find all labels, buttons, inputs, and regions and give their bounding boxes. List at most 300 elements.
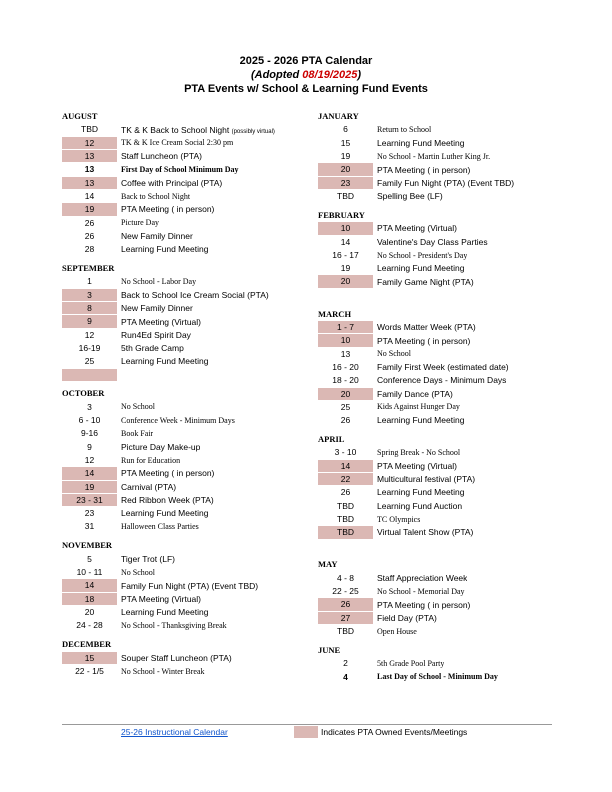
- event-title: [373, 474, 475, 484]
- event-title: [373, 263, 464, 273]
- event-title: [373, 613, 437, 623]
- event-title: [117, 356, 208, 366]
- event-title-text: Learning Fund Meeting: [377, 263, 465, 274]
- event-title: [373, 138, 464, 148]
- event-title-text: No School: [121, 402, 155, 412]
- event-date: 3: [62, 289, 117, 301]
- event-date: 14: [62, 467, 117, 479]
- event-row: [62, 579, 310, 592]
- event-title: [117, 231, 193, 241]
- event-row: [318, 670, 554, 683]
- event-date: 20: [318, 388, 373, 400]
- event-title-text: No School: [377, 349, 411, 359]
- event-title: [117, 138, 233, 147]
- event-row: [318, 598, 554, 611]
- event-date: 13: [62, 150, 117, 162]
- event-row: [62, 176, 310, 189]
- event-title-text: No School - President's Day: [377, 250, 468, 260]
- event-title: [373, 600, 470, 610]
- event-date: 25: [84, 356, 95, 367]
- event-row: [62, 467, 310, 480]
- month-section-august: [62, 110, 310, 256]
- event-row: [318, 539, 554, 552]
- event-title: [117, 151, 202, 161]
- event-date: [318, 539, 373, 551]
- event-title: [373, 362, 509, 372]
- event-title: [373, 587, 465, 596]
- event-row: [62, 507, 310, 520]
- event-date: 18: [62, 593, 117, 605]
- event-title-text: Learning Fund Meeting: [121, 607, 209, 618]
- event-title-text: Staff Luncheon (PTA): [121, 151, 202, 162]
- event-title-text: Return to School: [377, 125, 432, 135]
- event-title-text: Open House: [377, 626, 417, 636]
- event-title-text: Learning Fund Meeting: [121, 356, 209, 367]
- event-row: [318, 123, 554, 136]
- event-title-text: Spring Break - No School: [377, 448, 461, 458]
- event-row: [318, 235, 554, 248]
- event-row: [62, 480, 310, 493]
- event-row: [62, 315, 310, 328]
- event-row: [62, 427, 310, 440]
- event-title: [373, 191, 443, 201]
- event-date: 3: [87, 401, 92, 412]
- event-title-text: PTA Meeting (Virtual): [121, 593, 201, 604]
- event-row: [318, 150, 554, 163]
- event-date: 14: [340, 236, 351, 247]
- event-date: 23: [84, 508, 95, 519]
- event-title: [117, 204, 214, 214]
- event-title-text: Carnival (PTA): [121, 481, 177, 492]
- event-title-text: 5th Grade Pool Party: [377, 658, 445, 668]
- event-title: [117, 125, 275, 135]
- event-title-text: Family Game Night (PTA): [377, 276, 474, 287]
- event-date: 16-19: [78, 342, 101, 353]
- event-title-text: PTA Meeting ( in person): [377, 164, 471, 175]
- month-heading: FEBRUARY: [318, 209, 365, 220]
- event-row: [318, 446, 554, 459]
- event-title-text: Conference Days - Minimum Days: [377, 375, 507, 386]
- event-date: 12: [84, 454, 95, 465]
- event-title: [117, 621, 227, 630]
- event-date: [62, 369, 117, 381]
- pta-legend-swatch: [294, 726, 318, 738]
- event-row: [318, 414, 554, 427]
- adopted-line: [0, 69, 612, 81]
- event-date: TBD: [81, 124, 98, 135]
- event-title-text: PTA Meeting (Virtual): [121, 316, 201, 327]
- event-title-text: Kids Against Hunger Day: [377, 402, 460, 412]
- event-date: 3 - 10: [334, 447, 357, 458]
- event-row: [62, 203, 310, 216]
- event-title: [373, 573, 467, 583]
- event-row: [62, 552, 310, 565]
- event-row: [62, 440, 310, 453]
- event-date: 10: [318, 222, 373, 234]
- event-date: 19: [340, 151, 351, 162]
- event-row: [318, 176, 554, 189]
- event-date: 26: [318, 598, 373, 610]
- event-date: 26: [84, 217, 95, 228]
- event-date: 22 - 25: [332, 586, 359, 597]
- event-title: [117, 178, 222, 188]
- event-row: [318, 136, 554, 149]
- event-date: 20: [318, 275, 373, 287]
- event-date: 13: [62, 177, 117, 189]
- event-title: [117, 277, 196, 286]
- event-row: [62, 216, 310, 229]
- event-date: 12: [84, 329, 95, 340]
- month-section-september: [62, 262, 310, 381]
- month-section-may: [318, 558, 554, 637]
- event-date: TBD: [318, 526, 373, 538]
- event-date: 12: [62, 137, 117, 149]
- event-title-text: Staff Appreciation Week: [377, 572, 468, 583]
- event-row: [62, 566, 310, 579]
- event-title: [373, 277, 474, 287]
- event-row: [318, 526, 554, 539]
- event-title: [117, 290, 269, 300]
- event-row: [62, 163, 310, 176]
- event-row: [318, 248, 554, 261]
- event-row: [318, 334, 554, 347]
- event-row: [62, 414, 310, 427]
- event-row: [318, 222, 554, 235]
- event-date: 6 - 10: [78, 415, 101, 426]
- event-title-text: Learning Fund Meeting: [121, 244, 209, 255]
- event-title: [373, 237, 488, 247]
- event-title-text: Multicultural festival (PTA): [377, 474, 476, 485]
- event-title: [373, 402, 460, 411]
- event-title: [117, 594, 201, 604]
- event-row: [318, 625, 554, 638]
- month-section-november: [62, 539, 310, 632]
- event-date: 9-16: [80, 428, 98, 439]
- event-title: [117, 508, 208, 518]
- event-row: [318, 163, 554, 176]
- event-title: [373, 322, 476, 332]
- event-title-text: PTA Meeting ( in person): [121, 468, 215, 479]
- event-title-text: TK & K Ice Cream Social 2:30 pm: [121, 138, 234, 148]
- event-title: [373, 487, 464, 497]
- month-heading: MARCH: [318, 308, 352, 319]
- event-title: [373, 659, 444, 668]
- event-title: [117, 343, 184, 353]
- event-title: [117, 416, 235, 425]
- event-title-text: Back to School Night: [121, 191, 191, 201]
- event-date: 19: [62, 203, 117, 215]
- month-section-april: [318, 433, 554, 552]
- event-row: [62, 150, 310, 163]
- event-title: [373, 152, 490, 161]
- month-section-june: [318, 644, 554, 684]
- page-title: 2025 - 2026 PTA Calendar: [239, 55, 373, 67]
- event-title: [373, 501, 462, 511]
- month-section-february: [318, 209, 554, 302]
- event-title: [373, 527, 473, 537]
- event-date: 20: [318, 163, 373, 175]
- event-title-text: Learning Fund Meeting: [377, 487, 465, 498]
- event-date: 23 - 31: [62, 494, 117, 506]
- event-date: 14: [318, 460, 373, 472]
- event-row: [318, 512, 554, 525]
- event-date: 22 - 1/5: [75, 665, 104, 676]
- event-title-text: No School - Thanksgiving Break: [121, 620, 227, 630]
- event-date: 4: [343, 671, 348, 682]
- month-section-october: [62, 387, 310, 533]
- event-title-text: Spelling Bee (LF): [377, 191, 443, 202]
- event-date: 5: [87, 553, 92, 564]
- pta-legend-text: Indicates PTA Owned Events/Meetings: [321, 727, 468, 737]
- event-title-text: Last Day of School - Minimum Day: [377, 672, 498, 682]
- event-title: [373, 461, 457, 471]
- event-row: [318, 400, 554, 413]
- event-row: [62, 136, 310, 149]
- event-title: [373, 223, 457, 233]
- event-date: 22: [318, 473, 373, 485]
- event-date: 16 - 20: [332, 361, 359, 372]
- event-title: [117, 468, 214, 478]
- event-date: 20: [84, 606, 95, 617]
- event-date: TBD: [337, 500, 354, 511]
- month-heading: OCTOBER: [62, 388, 105, 399]
- event-row: [62, 664, 310, 677]
- event-date: 14: [84, 190, 95, 201]
- event-title-text: Red Ribbon Week (PTA): [121, 495, 214, 506]
- event-title-text: Learning Fund Auction: [377, 500, 463, 511]
- event-title-text: No School - Memorial Day: [377, 586, 465, 596]
- event-row: [62, 592, 310, 605]
- event-row: [318, 657, 554, 670]
- event-title-text: PTA Meeting (Virtual): [377, 223, 457, 234]
- event-title: [117, 456, 180, 465]
- event-title: [373, 349, 411, 358]
- event-date: 14: [62, 579, 117, 591]
- instructional-calendar-link[interactable]: 25-26 Instructional Calendar: [121, 727, 228, 737]
- event-title: [117, 607, 208, 617]
- event-title: [117, 303, 193, 313]
- event-title: [117, 192, 190, 201]
- event-row: [62, 275, 310, 288]
- event-row: [62, 368, 310, 381]
- event-title-text: Tiger Trot (LF): [121, 553, 175, 564]
- event-date: 15: [62, 652, 117, 664]
- event-row: [318, 321, 554, 334]
- event-row: [318, 374, 554, 387]
- event-row: [62, 288, 310, 301]
- event-date: 1 - 7: [318, 321, 373, 333]
- event-date: TBD: [337, 190, 354, 201]
- event-title-text: New Family Dinner: [121, 231, 193, 242]
- event-row: [62, 619, 310, 632]
- month-heading: APRIL: [318, 433, 345, 444]
- event-title-text: PTA Meeting ( in person): [377, 335, 471, 346]
- event-row: [62, 651, 310, 664]
- event-title: [117, 317, 201, 327]
- event-title-text: PTA Meeting ( in person): [121, 204, 215, 215]
- month-heading: SEPTEMBER: [62, 262, 115, 273]
- event-title: [117, 482, 176, 492]
- event-date: 13: [84, 164, 95, 175]
- event-note: (possibly virtual): [231, 128, 275, 135]
- event-date: 9: [87, 441, 92, 452]
- month-heading: JUNE: [318, 644, 341, 655]
- event-row: [318, 347, 554, 360]
- event-title: [117, 244, 208, 254]
- event-title: [373, 251, 467, 260]
- event-row: [318, 611, 554, 624]
- event-title: [373, 375, 506, 385]
- event-title-text: Words Matter Week (PTA): [377, 322, 476, 333]
- event-date: 6: [343, 124, 348, 135]
- footer-divider: [62, 724, 552, 725]
- event-row: [62, 243, 310, 256]
- event-date: 8: [62, 302, 117, 314]
- event-title: [117, 581, 258, 591]
- event-date: 18 - 20: [332, 375, 359, 386]
- event-date: TBD: [337, 625, 354, 636]
- event-date: 1: [87, 276, 92, 287]
- page-subtitle: PTA Events w/ School & Learning Fund Events: [184, 83, 428, 95]
- event-title-text: Back to School Ice Cream Social (PTA): [121, 289, 269, 300]
- event-row: [318, 473, 554, 486]
- event-title-text: Halloween Class Parties: [121, 522, 199, 532]
- event-row: [318, 585, 554, 598]
- event-title: [373, 672, 498, 681]
- event-row: [318, 499, 554, 512]
- event-title: [373, 448, 460, 457]
- event-title-text: PTA Meeting ( in person): [377, 599, 471, 610]
- event-title: [117, 442, 200, 452]
- right-column: [318, 107, 554, 683]
- event-title-text: Picture Day: [121, 218, 159, 228]
- event-title-text: First Day of School Minimum Day: [121, 165, 239, 175]
- event-row: [62, 493, 310, 506]
- event-title: [117, 667, 205, 676]
- adopted-suffix: ): [357, 69, 362, 81]
- event-title: [373, 165, 470, 175]
- event-title-text: Conference Week - Minimum Days: [121, 415, 235, 425]
- event-row: [318, 288, 554, 301]
- event-title: [117, 653, 232, 663]
- event-title-text: Run for Education: [121, 455, 181, 465]
- event-title-text: No School - Labor Day: [121, 277, 197, 287]
- month-section-january: [318, 110, 554, 203]
- month-section-december: [62, 638, 310, 678]
- event-title-text: No School - Winter Break: [121, 666, 205, 676]
- event-row: [62, 454, 310, 467]
- event-date: 15: [340, 137, 351, 148]
- event-date: 19: [62, 481, 117, 493]
- event-row: [318, 360, 554, 373]
- event-title-text: Learning Fund Meeting: [377, 415, 465, 426]
- adopted-date: 08/19/2025: [302, 69, 358, 81]
- event-title-text: Learning Fund Meeting: [121, 508, 209, 519]
- event-title: [373, 627, 417, 636]
- event-title-text: Virtual Talent Show (PTA): [377, 527, 474, 538]
- event-date: 31: [84, 521, 95, 532]
- event-date: 9: [62, 315, 117, 327]
- event-date: 27: [318, 612, 373, 624]
- event-row: [318, 275, 554, 288]
- event-title-text: Family First Week (estimated date): [377, 362, 509, 373]
- event-row: [318, 459, 554, 472]
- event-title-text: Valentine's Day Class Parties: [377, 236, 488, 247]
- event-row: [62, 302, 310, 315]
- event-title-text: Coffee with Principal (PTA): [121, 177, 223, 188]
- event-row: [62, 123, 310, 136]
- event-date: 28: [84, 244, 95, 255]
- month-heading: NOVEMBER: [62, 540, 113, 551]
- event-title: [117, 522, 199, 531]
- event-row: [62, 328, 310, 341]
- event-title: [117, 429, 153, 438]
- event-title: [117, 402, 155, 411]
- event-row: [62, 400, 310, 413]
- event-date: 25: [340, 401, 351, 412]
- event-row: [318, 262, 554, 275]
- month-heading: MAY: [318, 559, 338, 570]
- event-row: [62, 229, 310, 242]
- event-title: [117, 330, 191, 340]
- event-date: 19: [340, 263, 351, 274]
- event-row: [318, 486, 554, 499]
- event-date: 23: [318, 177, 373, 189]
- event-row: [318, 571, 554, 584]
- event-title: [117, 218, 159, 227]
- event-row: [62, 189, 310, 202]
- event-date: 2: [343, 658, 348, 669]
- event-title-text: PTA Meeting (Virtual): [377, 460, 457, 471]
- event-title-text: Field Day (PTA): [377, 612, 437, 623]
- event-date: TBD: [337, 513, 354, 524]
- event-row: [62, 355, 310, 368]
- adopted-prefix: (Adopted: [250, 69, 303, 81]
- event-title: [373, 125, 431, 134]
- event-title-text: TC Olympics: [377, 514, 421, 524]
- event-title: [373, 415, 464, 425]
- event-title-text: No School - Martin Luther King Jr.: [377, 151, 491, 161]
- event-title: [373, 515, 420, 524]
- event-date: 26: [84, 230, 95, 241]
- event-row: [62, 341, 310, 354]
- event-title-text: Learning Fund Meeting: [377, 137, 465, 148]
- event-title-text: Family Fun Night (PTA) (Event TBD): [377, 177, 515, 188]
- event-title-text: Book Fair: [121, 429, 154, 439]
- event-row: [318, 189, 554, 202]
- event-title: [373, 178, 514, 188]
- event-date: [318, 289, 373, 301]
- event-title-text: Run4Ed Spirit Day: [121, 329, 191, 340]
- month-section-march: [318, 308, 554, 427]
- event-date: 13: [340, 348, 351, 359]
- event-title: [117, 568, 155, 577]
- event-title: [117, 165, 239, 174]
- event-title: [117, 495, 214, 505]
- event-title-text: 5th Grade Camp: [121, 343, 184, 354]
- event-title-text: Picture Day Make-up: [121, 441, 201, 452]
- event-title: [373, 336, 470, 346]
- month-heading: DECEMBER: [62, 639, 112, 650]
- left-column: [62, 107, 310, 678]
- month-heading: AUGUST: [62, 111, 98, 121]
- event-title-text: TK & K Back to School Night: [121, 124, 230, 135]
- event-row: [62, 606, 310, 619]
- event-date: 16 - 17: [332, 249, 359, 260]
- event-title-text: Family Dance (PTA): [377, 388, 453, 399]
- event-title: [373, 389, 453, 399]
- event-date: 10 - 11: [76, 567, 103, 578]
